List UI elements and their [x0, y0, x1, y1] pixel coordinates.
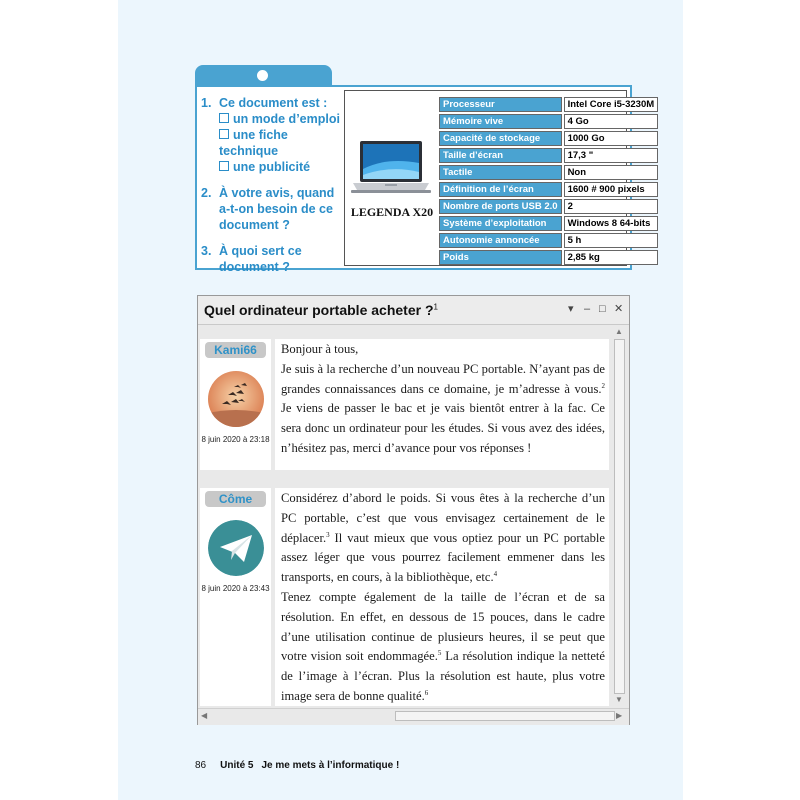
footnote-ref: 6 — [424, 688, 429, 697]
spec-label: Mémoire vive — [439, 114, 562, 129]
spec-label: Nombre de ports USB 2.0 — [439, 199, 562, 214]
message-paragraph: Considérez d’abord le poids. Si vous êtes à la recherche d’un PC portable, c’est que vous envisagez certainement de le déplacer.$^3$ Il vaut mieux que vous optiez pour un PC portable assez léger que vous pourrez facilement emmener dans les transports, en cours, à la bibliothèque, etc.$^4$ — [281, 491, 605, 585]
unit-title: Je me mets à l’informatique ! — [261, 760, 400, 771]
footnote-ref: 3 — [326, 530, 330, 539]
unit-label: Unité 5 — [220, 760, 254, 771]
user-profile — [200, 488, 271, 706]
question-text: Ce document est : — [219, 96, 328, 110]
menu-dropdown-icon[interactable]: ▾ — [568, 303, 574, 315]
spec-value: 1600 # 900 pixels — [564, 182, 659, 197]
spec-row — [439, 233, 658, 248]
scroll-thumb[interactable] — [395, 711, 615, 721]
spec-value: 4 Go — [564, 114, 659, 129]
spec-label: Poids — [439, 250, 562, 265]
product-name: LEGENDA X20 — [350, 205, 434, 219]
spec-value: Windows 8 64-bits — [564, 216, 659, 231]
question-1 — [197, 95, 342, 175]
spec-label: Tactile — [439, 165, 562, 180]
spec-label: Autonomie annoncée — [439, 233, 562, 248]
spec-row — [439, 97, 658, 112]
spec-value: 5 h — [564, 233, 659, 248]
paper-plane-avatar-icon — [208, 520, 264, 576]
message-paragraph: Tenez compte également de la taille de l’écran et de sa résolution. En effet, en dessous de 15 pouces, dans le cadre d’une utilisation continue de plusieurs heures, il se peut que votre vision soit endommagée.$^5$ La résolution indique la netteté de l’image à l’écran. Plus la résolution est haute, plus votre image sera de bonne qualité.$^6$ — [281, 589, 605, 703]
spec-row — [439, 216, 658, 231]
scroll-up-icon[interactable]: ▲ — [615, 327, 623, 336]
option-label: une fiche technique — [219, 128, 288, 158]
document-card — [195, 85, 655, 274]
post-date: 8 juin 2020 à 23:18 — [201, 435, 270, 444]
footnote-ref: 1 — [433, 302, 438, 312]
option[interactable] — [219, 159, 342, 175]
spec-row — [439, 199, 658, 214]
question-number: 2. — [201, 186, 212, 200]
option[interactable] — [219, 111, 342, 127]
spec-label: Processeur — [439, 97, 562, 112]
horizontal-scrollbar[interactable] — [198, 708, 629, 725]
message-paragraph: Je suis à la recherche d’un nouveau PC portable. N’ayant pas de grandes connaissances dans ce domaine, je m’adresse à vous.$^2$ Je viens de passer le bac et je vais bientôt entrer à la fac. Ce sera donc un ordinateur pour les études. Si vous avez des idées, n’hésitez pas, merci d’avance pour vos réponses ! — [281, 361, 605, 455]
questions — [197, 95, 342, 285]
spec-value: 1000 Go — [564, 131, 659, 146]
spec-row — [439, 114, 658, 129]
spec-row — [439, 182, 658, 197]
page-footer — [195, 760, 399, 771]
post-message — [275, 339, 609, 470]
forum-post — [200, 339, 609, 470]
spec-label: Capacité de stockage — [439, 131, 562, 146]
post-date: 8 juin 2020 à 23:43 — [201, 584, 270, 593]
option-label: une publicité — [233, 160, 311, 174]
avatar — [208, 371, 264, 427]
user-profile — [200, 339, 271, 470]
scroll-thumb[interactable] — [614, 339, 625, 694]
close-icon[interactable]: ✕ — [614, 303, 624, 315]
question-number: 1. — [201, 96, 212, 110]
footnote-ref: 4 — [493, 570, 498, 578]
spec-value: Intel Core i5-3230M — [564, 97, 659, 112]
checkbox[interactable] — [219, 113, 229, 123]
checkbox[interactable] — [219, 161, 229, 171]
question-number: 3. — [201, 244, 212, 258]
username[interactable]: Kami66 — [205, 342, 266, 358]
specs-table — [437, 95, 660, 267]
spec-row — [439, 148, 658, 163]
footnote-ref: 2 — [601, 381, 605, 390]
spec-label: Système d’exploitation — [439, 216, 562, 231]
question-2 — [197, 185, 342, 233]
question-text: À votre avis, quand a-t-on besoin de ce document ? — [219, 186, 335, 232]
post-message — [275, 488, 609, 706]
forum-post — [200, 488, 609, 706]
window-titlebar — [198, 296, 629, 325]
spec-row — [439, 250, 658, 265]
spec-label: Définition de l’écran — [439, 182, 562, 197]
spec-value: 17,3 " — [564, 148, 659, 163]
checkbox[interactable] — [219, 129, 229, 139]
spec-row — [439, 165, 658, 180]
message-paragraph: Bonjour à tous, — [281, 342, 359, 356]
laptop-image — [351, 139, 431, 195]
product-sheet — [344, 90, 655, 266]
forum-window — [197, 295, 630, 725]
tab-hole — [256, 69, 269, 82]
spec-row — [439, 131, 658, 146]
card-tab — [195, 65, 332, 87]
option-label: un mode d’emploi — [233, 112, 340, 126]
question-3 — [197, 243, 342, 275]
footnote-ref: 5 — [437, 649, 442, 658]
option[interactable] — [219, 127, 342, 159]
page-number: 86 — [195, 760, 207, 771]
scroll-left-icon[interactable]: ◀ — [201, 711, 208, 720]
scroll-right-icon[interactable]: ▶ — [616, 711, 623, 720]
username[interactable]: Côme — [205, 491, 266, 507]
spec-label: Taille d’écran — [439, 148, 562, 163]
spec-value: 2 — [564, 199, 659, 214]
spec-value: 2,85 kg — [564, 250, 659, 265]
question-text: À quoi sert ce document ? — [219, 244, 302, 274]
spec-value: Non — [564, 165, 659, 180]
maximize-icon[interactable]: □ — [599, 303, 606, 315]
vertical-scrollbar[interactable] — [612, 325, 627, 708]
window-title: Quel ordinateur portable acheter ?$^1$ — [204, 302, 438, 318]
minimize-icon[interactable]: – — [584, 303, 591, 315]
posts-area — [198, 325, 629, 708]
scroll-down-icon[interactable]: ▼ — [615, 695, 623, 704]
